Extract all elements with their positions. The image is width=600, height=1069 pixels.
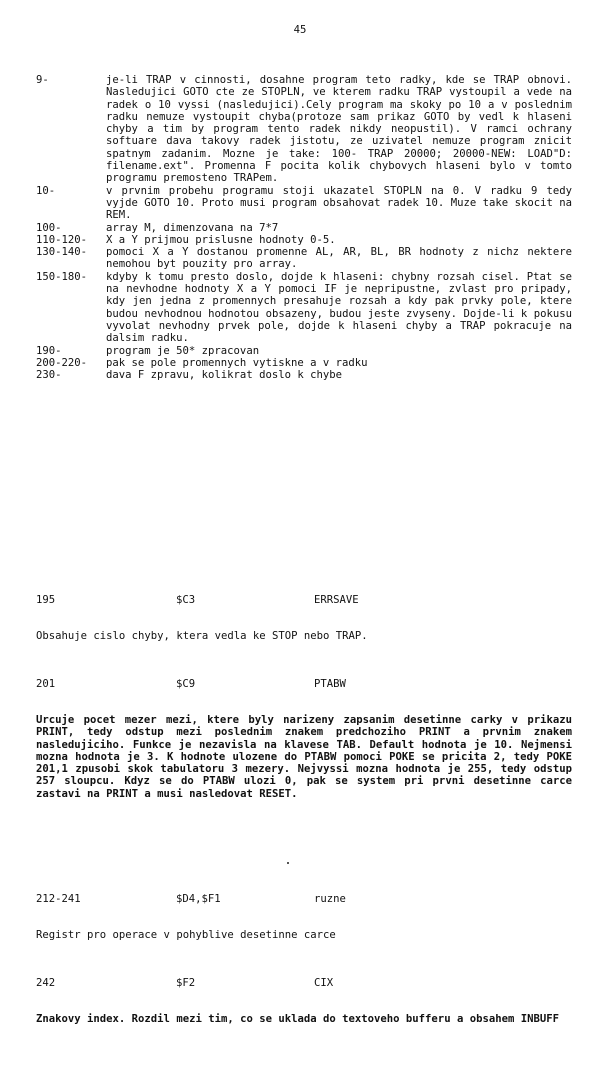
note-label: 110-120- — [36, 233, 88, 246]
note-line-230 — [36, 369, 572, 381]
program-notes — [36, 74, 572, 381]
note-text: pak se pole promennych vytiskne a v radku — [106, 356, 368, 369]
note-line-110-120 — [36, 234, 572, 246]
entry-header — [36, 594, 572, 608]
note-label: 130-140- — [36, 246, 88, 259]
entry-address: 195 — [36, 594, 56, 606]
entry-hex: $C9 — [176, 678, 196, 690]
entry-name: PTABW — [314, 678, 346, 690]
entry-address: 212-241 — [36, 893, 81, 905]
stray-dot — [287, 862, 289, 864]
entry-header — [36, 893, 572, 907]
entry-address: 242 — [36, 977, 56, 989]
note-label: 9- — [36, 74, 49, 86]
entry-header — [36, 977, 572, 991]
note-text: je-li TRAP v cinnosti, dosahne program teto radky, kde se TRAP obnovi. Nasledujici GOTO cte ze STOPLN, ve kterem radku TRAP vystoupil a vede na radek o 10 vyssi (nasledujici).Cely program ma skoky po 10 a v poslednim radku nemuze vystoupit chyba(protoze sam prikaz GOTO by vedl k hlaseni chyby a tim by program tento radek nikdy neopustil). V ramci ochrany softuare dava takovy radek jistotu, ze uzivatel nemuze program znicit spatnym zadanim. Mozne je take: 100- TRAP 20000; 20000-NEW: LOAD"D: filename.ext". Promenna F pocita kolik chybovych hlaseni bylo v tomto programu premosteno TRAPem. — [106, 74, 572, 185]
note-text: dava F zpravu, kolikrat doslo k chybe — [106, 369, 342, 382]
entry-description: Registr pro operace v pohyblive desetinne carce — [36, 929, 336, 941]
note-text: array M, dimenzovana na 7*7 — [106, 221, 279, 234]
note-label: 230- — [36, 369, 62, 382]
entry-name: ruzne — [314, 893, 346, 905]
note-line-9 — [36, 74, 572, 185]
note-line-200-220 — [36, 357, 572, 369]
entry-description: Urcuje pocet mezer mezi, ktere byly narizeny zapsanim desetinne carky v prikazu PRINT, tedy odstup mezi poslednim znakem predchoziho PRINT a prvnim znakem nasledujiciho. Funkce je nezavisla na klavese TAB. Default hodnota je 10. Nejmensi mozna hodnota je 3. K hodnote ulozene do PTABW pomoci POKE se pricita 2, tedy POKE 201,1 zpusobi skok tabulatoru 3 mezery. Nejvyssi mozna hodnota je 255, tedy odstup 257 sloupcu. Kdyz se do PTABW ulozi 0, pak se system pri prvni desetinne carce zastavi na PRINT a musi nasledovat RESET. — [36, 714, 572, 800]
note-text: v prvnim probehu programu stoji ukazatel STOPLN na 0. V radku 9 tedy vyjde GOTO 10. Proto musi program obsahovat radek 10. Muze take skocit na REM. — [106, 184, 572, 222]
entry-hex: $C3 — [176, 594, 196, 606]
entry-hex: $F2 — [176, 977, 196, 989]
entry-header — [36, 678, 572, 692]
note-label: 100- — [36, 221, 62, 234]
note-label: 200-220- — [36, 356, 88, 369]
note-text: X a Y prijmou prislusne hodnoty 0-5. — [106, 233, 336, 246]
page-number: 45 — [293, 24, 307, 36]
note-line-190 — [36, 345, 572, 357]
note-text: kdyby k tomu presto doslo, dojde k hlaseni: chybny rozsah cisel. Ptat se na nevhodne hodnoty X a Y pomoci IF je nepripustne, zvlast pro pripady, kdy jen jedna z promennych presahuje rozsah a kdy pak prvky pole, ktere budou nevhodnou hodnotou obsazeny, budou jeste zvyseny. Dojde-li k pokusu vyvolat nevhodny prvek pole, dojde k hlaseni chyby a TRAP pokracuje na dalsim radku. — [106, 270, 572, 345]
note-line-100 — [36, 222, 572, 234]
entry-address: 201 — [36, 678, 56, 690]
entry-hex: $D4,$F1 — [176, 893, 221, 905]
memory-entry-ptabw — [36, 678, 572, 800]
note-text: pomoci X a Y dostanou promenne AL, AR, BL, BR hodnoty z nichz nektere nemohou byt pouzity pro array. — [106, 246, 572, 271]
note-label: 150-180- — [36, 270, 88, 283]
memory-entry-errsave — [36, 594, 572, 642]
entry-name: CIX — [314, 977, 334, 989]
memory-entry-ruzne — [36, 893, 572, 941]
note-text: program je 50* zpracovan — [106, 344, 260, 357]
note-label: 10- — [36, 184, 56, 197]
note-line-130-140 — [36, 246, 572, 271]
note-label: 190- — [36, 344, 62, 357]
note-line-10 — [36, 185, 572, 222]
entry-description: Znakovy index. Rozdil mezi tim, co se uklada do textoveho bufferu a obsahem INBUFF — [36, 1013, 559, 1025]
entry-name: ERRSAVE — [314, 594, 359, 606]
note-line-150-180 — [36, 271, 572, 345]
entry-description: Obsahuje cislo chyby, ktera vedla ke STOP nebo TRAP. — [36, 630, 368, 642]
memory-entry-cix — [36, 977, 572, 1025]
